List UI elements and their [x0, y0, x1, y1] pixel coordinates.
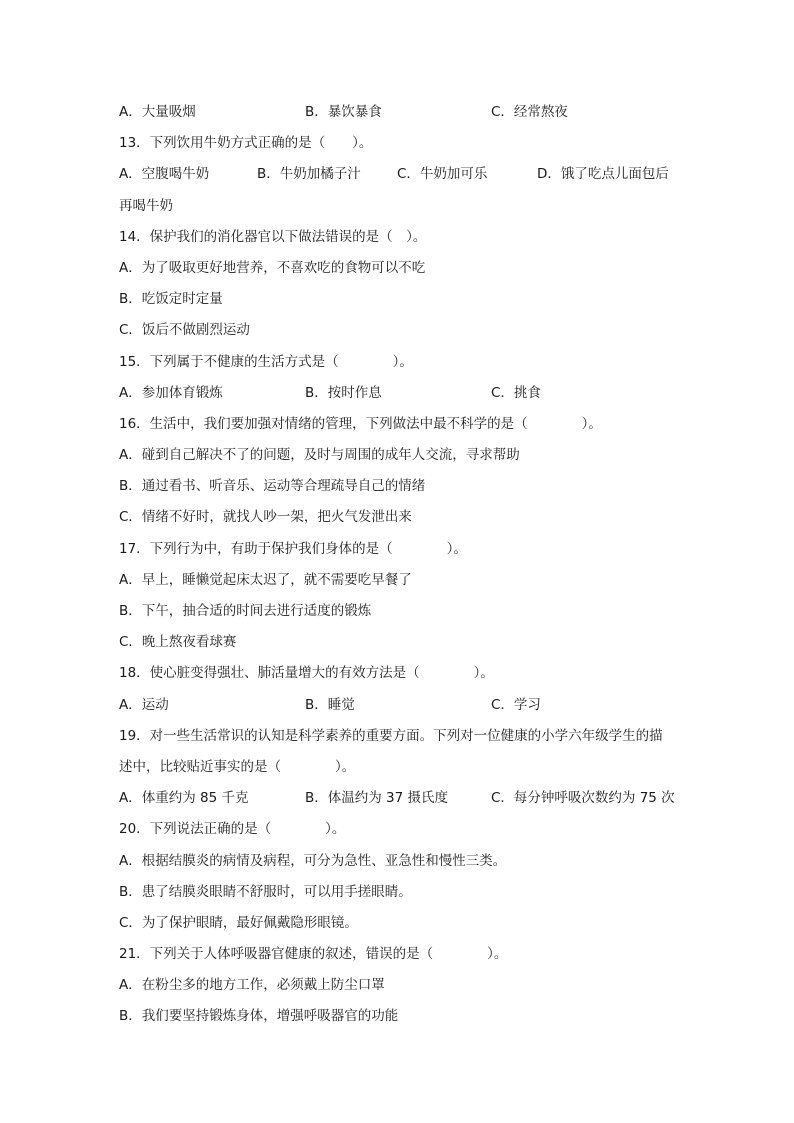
q19-stem-line-2: 述中，比较贴近事实的是（ ）。 [119, 758, 356, 775]
q18-options [119, 694, 679, 725]
q18-option-a: A．运动 [119, 696, 169, 713]
q13-option-d: D．饿了吃点儿面包后 [537, 166, 669, 183]
q13-option-c: C．牛奶加可乐 [397, 166, 488, 183]
q20-stem: 20．下列说法正确的是（ ）。 [119, 821, 346, 838]
q12-option-a: A．大量吸烟 [119, 104, 196, 120]
q21-option-b: B．我们要坚持锻炼身体，增强呼吸器官的功能 [119, 1008, 399, 1025]
q13-options [119, 163, 679, 194]
q12-option-b: B．暴饮暴食 [305, 104, 382, 120]
q13-stem: 13．下列饮用牛奶方式正确的是（ ）。 [119, 135, 373, 152]
q16-option-a: A．碰到自己解决不了的问题，及时与周围的成年人交流，寻求帮助 [119, 447, 520, 464]
q14-stem: 14．保护我们的消化器官以下做法错误的是（ ）。 [119, 228, 427, 245]
q16-option-c: C．情绪不好时，就找人吵一架，把火气发泄出来 [119, 509, 412, 526]
q18-stem: 18．使心脏变得强壮、肺活量增大的有效方法是（ ）。 [119, 665, 494, 682]
q15-stem: 15．下列属于不健康的生活方式是（ ）。 [119, 353, 413, 370]
q19-options [119, 787, 679, 818]
q19-option-c: C．每分钟呼吸次数约为 75 次 [491, 790, 675, 807]
q16-option-b: B．通过看书、听音乐、运动等合理疏导自己的情绪 [119, 478, 426, 495]
q18-option-c: C．学习 [491, 696, 541, 713]
q17-option-c: C．晚上熬夜看球赛 [119, 634, 237, 651]
q19-option-a: A．体重约为 85 千克 [119, 790, 249, 807]
q12-option-c: C．经常熬夜 [491, 104, 568, 120]
q17-stem: 17．下列行为中，有助于保护我们身体的是（ ）。 [119, 540, 467, 557]
q20-option-b: B．患了结膜炎眼睛不舒服时，可以用手搓眼睛。 [119, 883, 412, 900]
q21-option-a: A．在粉尘多的地方工作，必须戴上防尘口罩 [119, 977, 385, 994]
question-list [119, 101, 679, 1037]
q14-option-c: C．饭后不做剧烈运动 [119, 322, 250, 339]
q15-options [119, 382, 679, 413]
q15-option-a: A．参加体育锻炼 [119, 384, 223, 401]
q20-option-c: C．为了保护眼睛，最好佩戴隐形眼镜。 [119, 914, 358, 931]
q21-stem: 21．下列关于人体呼吸器官健康的叙述，错误的是（ ）。 [119, 946, 508, 963]
q19-option-b: B．体温约为 37 摄氏度 [305, 790, 449, 807]
q14-option-a: A．为了吸取更好地营养，不喜欢吃的食物可以不吃 [119, 259, 426, 276]
q13-option-a: A．空腹喝牛奶 [119, 166, 210, 183]
q12-options [119, 101, 679, 132]
q20-option-a: A．根据结膜炎的病情及病程，可分为急性、亚急性和慢性三类。 [119, 852, 507, 869]
q15-option-b: B．按时作息 [305, 384, 382, 401]
q14-option-b: B．吃饭定时定量 [119, 291, 223, 308]
q13-option-d-continuation: 再喝牛奶 [119, 197, 173, 214]
q16-stem: 16．生活中，我们要加强对情绪的管理，下列做法中最不科学的是（ ）。 [119, 415, 602, 432]
q13-option-b: B．牛奶加橘子汁 [257, 166, 361, 183]
q18-option-b: B．睡觉 [305, 696, 355, 713]
q17-option-b: B．下午，抽合适的时间去进行适度的锻炼 [119, 603, 372, 619]
q17-option-a: A．早上，睡懒觉起床太迟了，就不需要吃早餐了 [119, 571, 412, 588]
q15-option-c: C．挑食 [491, 384, 541, 401]
q19-stem-line-1: 19．对一些生活常识的认知是科学素养的重要方面。下列对一位健康的小学六年级学生的描 [119, 727, 663, 744]
